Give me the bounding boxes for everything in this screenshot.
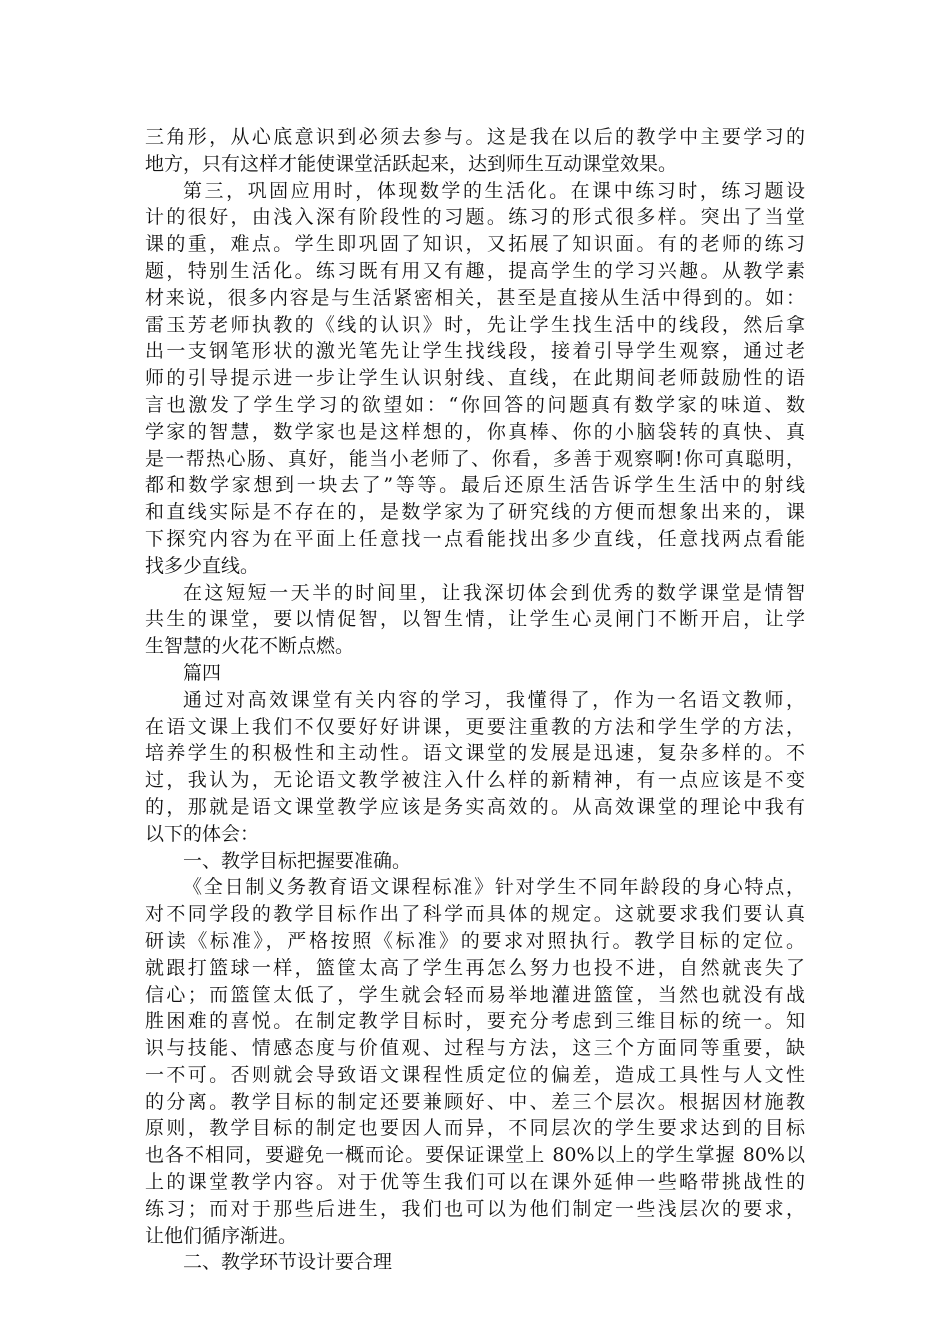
text-line: 课的重，难点。学生即巩固了知识，又拓展了知识面。有的老师的练习 xyxy=(145,233,805,256)
text-line: 篇四 xyxy=(183,661,222,684)
text-line: 生智慧的火花不断点燃。 xyxy=(145,635,355,658)
text-line: 二、教学环节设计要合理 xyxy=(183,1251,393,1274)
text-line: 让他们循序渐进。 xyxy=(145,1224,298,1247)
text-line: 上的课堂教学内容。对于优等生我们可以在课外延伸一些略带挑战性的 xyxy=(145,1171,805,1194)
text-line: 言也激发了学生学习的欲望如：“你回答的问题真有数学家的味道、数 xyxy=(145,393,805,416)
text-line: 下探究内容为在平面上任意找一点看能找出多少直线，任意找两点看能 xyxy=(145,527,805,550)
text-line: 一、教学目标把握要准确。 xyxy=(183,849,412,872)
document-body xyxy=(145,124,805,1276)
text-line: 三角形，从心底意识到必须去参与。这是我在以后的教学中主要学习的 xyxy=(145,126,805,148)
text-line: 都和数学家想到一块去了”等等。最后还原生活告诉学生生活中的射线 xyxy=(145,474,805,497)
text-line: 对不同学段的教学目标作出了科学而具体的规定。这就要求我们要认真 xyxy=(145,903,805,926)
text-line: 出一支钢笔形状的激光笔先让学生找线段，接着引导学生观察，通过老 xyxy=(145,340,805,363)
text-line: 找多少直线。 xyxy=(145,554,260,577)
text-line: 《全日制义务教育语文课程标准》针对学生不同年龄段的身心特点， xyxy=(183,876,805,899)
text-line: 以下的体会： xyxy=(145,822,260,845)
text-line: 是一帮热心肠、真好，能当小老师了、你看，多善于观察啊!你可真聪明， xyxy=(145,447,805,470)
text-line: 研读《标准》，严格按照《标准》的要求对照执行。教学目标的定位。 xyxy=(145,929,805,952)
text-line: 一不可。否则就会导致语文课程性质定位的偏差，造成工具性与人文性 xyxy=(145,1063,805,1086)
text-line: 材来说，很多内容是与生活紧密相关，甚至是直接从生活中得到的。如： xyxy=(145,286,805,309)
text-line: 雷玉芳老师执教的《线的认识》时，先让学生找生活中的线段，然后拿 xyxy=(145,313,805,336)
text-line: 第三，巩固应用时，体现数学的生活化。在课中练习时，练习题设 xyxy=(183,179,805,202)
text-line: 练习；而对于那些后进生，我们也可以为他们制定一些浅层次的要求， xyxy=(145,1197,805,1220)
text-line: 的，那就是语文课堂教学应该是务实高效的。从高效课堂的理论中我有 xyxy=(145,795,805,818)
text-line: 识与技能、情感态度与价值观、过程与方法，这三个方面同等重要，缺 xyxy=(145,1037,805,1060)
text-line: 共生的课堂，要以情促智，以智生情，让学生心灵闸门不断开启，让学 xyxy=(145,608,805,631)
text-line: 在语文课上我们不仅要好好讲课，更要注重教的方法和学生学的方法， xyxy=(145,715,805,738)
text-line: 胜困难的喜悦。在制定教学目标时，要充分考虑到三维目标的统一。知 xyxy=(145,1010,805,1033)
text-line: 师的引导提示进一步让学生认识射线、直线，在此期间老师鼓励性的语 xyxy=(145,367,805,390)
text-line: 计的很好，由浅入深有阶段性的习题。练习的形式很多样。突出了当堂 xyxy=(145,206,805,229)
text-line: 题，特别生活化。练习既有用又有趣，提高学生的学习兴趣。从教学素 xyxy=(145,259,805,282)
text-line: 信心；而篮筐太低了，学生就会轻而易举地灌进篮筐，当然也就没有战 xyxy=(145,983,805,1006)
text-line: 在这短短一天半的时间里，让我深切体会到优秀的数学课堂是情智 xyxy=(183,581,805,604)
text-line: 过，我认为，无论语文教学被注入什么样的新精神，有一点应该是不变 xyxy=(145,769,805,792)
text-line: 就跟打篮球一样，篮筐太高了学生再怎么努力也投不进，自然就丧失了 xyxy=(145,956,805,979)
text-line: 也各不相同，要避免一概而论。要保证课堂上 80%以上的学生掌握 80%以 xyxy=(145,1144,805,1167)
text-line: 通过对高效课堂有关内容的学习，我懂得了，作为一名语文教师， xyxy=(183,688,805,711)
text-line: 的分离。教学目标的制定还要兼顾好、中、差三个层次。根据因材施教 xyxy=(145,1090,805,1113)
text-line: 学家的智慧，数学家也是这样想的，你真棒、你的小脑袋转的真快、真 xyxy=(145,420,805,443)
text-line: 和直线实际是不存在的，是数学家为了研究线的方便而想象出来的，课 xyxy=(145,501,805,524)
text-line: 培养学生的积极性和主动性。语文课堂的发展是迅速，复杂多样的。不 xyxy=(145,742,805,765)
text-line: 地方，只有这样才能使课堂活跃起来，达到师生互动课堂效果。 xyxy=(145,152,678,175)
text-line: 原则，教学目标的制定也要因人而异，不同层次的学生要求达到的目标 xyxy=(145,1117,805,1140)
